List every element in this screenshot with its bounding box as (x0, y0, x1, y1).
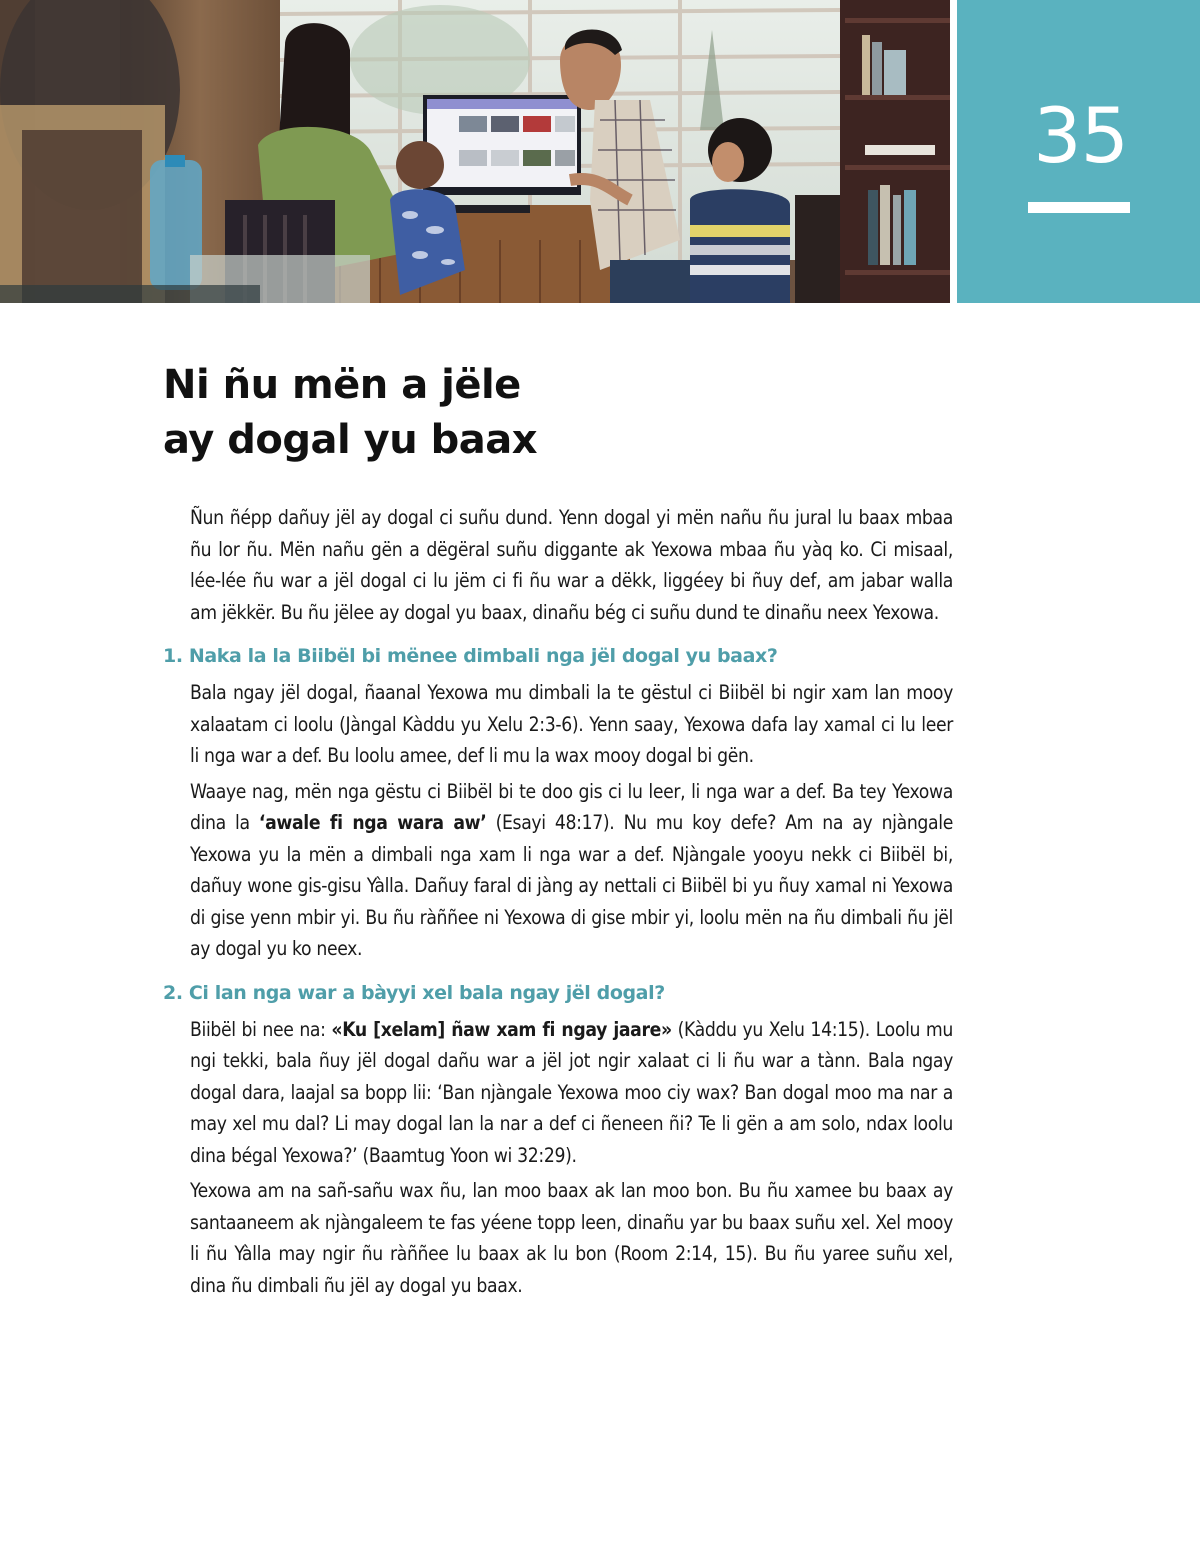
badge-underline (1028, 202, 1130, 213)
text-run: (Esayi 48:17). Nu mu koy defe? Am na ay njàngale Yexowa yu la mën a dimbali nga xam li nga war a def. Njàngale yooyu nekk ci Biibël bi, dañuy wone gis-gisu Yàlla. Dañuy faral di jàng ay nettali ci Biibël bi yu ñuy xamal ni Yexowa di gise yenn mbir yi. Bu ñu ràññee ni Yexowa di gise mbir yi, loolu mën na ñu dimbali ñu jël ay dogal yu ko neex. (190, 811, 953, 960)
title-line-1: Ni ñu mën a jële (163, 362, 521, 408)
scripture-quote: «Ku [xelam] ñaw xam fi ngay jaare» (331, 1017, 672, 1041)
section-2-paragraph-2: Yexowa am na sañ-sañu wax ñu, lan moo baax ak lan moo bon. Bu ñu xamee bu baax ay santaaneem ak njàngaleem te fas yéene topp leen, dinañu yar bu baax suñu xel. Xel mooy li ñu Yàlla may ngir ñu ràññee lu baax ak lu bon (Room 2:14, 15). Bu ñu yaree suñu xel, dina ñu dimbali ñu jël ay dogal yu baax. (190, 1179, 953, 1297)
lesson-number: 35 (1033, 91, 1128, 180)
lesson-number-badge (957, 0, 1200, 303)
keyboard (450, 205, 530, 213)
family-at-computer-illustration (0, 0, 950, 303)
intro-paragraph: Ñun ñépp dañuy jël ay dogal ci suñu dund. Yenn dogal yi mën nañu ñu jural lu baax mbaa ñu lor ñu. Mën nañu gën a dëgëral suñu diggante ak Yexowa mbaa ñu yàq ko. Ci misaal, lée-lée ñu war a jël dogal ci lu jëm ci fi ñu war a dëkk, liggéey bi ñuy def, am jabar walla am jëkkër. Bu ñu jëlee ay dogal yu baax, dinañu bég ci suñu dund te dinañu neex Yexowa. (190, 506, 953, 624)
section-1-paragraph-1: Bala ngay jël dogal, ñaanal Yexowa mu dimbali la te gëstul ci Biibël bi ngir xam lan mooy xalaatam ci loolu (Jàngal Kàddu yu Xelu 2:3-6). Yenn saay, Yexowa dafa lay xamal ci lu leer li nga war a def. Bu loolu amee, def li mu la wax mooy dogal bi gën. (190, 681, 953, 767)
section-2-paragraph-1 (190, 1014, 953, 1172)
page-title (163, 358, 537, 468)
text-run: (Kàddu yu Xelu 14:15). Loolu mu ngi tekki, bala ñuy jël dogal dañu war a jël jot ngir xalaat ci li ñu war a tànn. Bala ngay dogal dara, laajal sa bopp lii: ‘Ban njàngale Yexowa moo ciy wax? Ban dogal moo ma nar a may xel mu dal? Li may dogal lan la nar a def ci ñeneen ñi? Te li gën a am solo, ndax loolu dina bégal Yexowa?’ (Baamtug Yoon wi 32:29). (190, 1017, 953, 1167)
lesson-content (163, 502, 953, 1301)
section-1-paragraph-2 (190, 776, 953, 965)
hero-photo (0, 0, 950, 303)
scripture-quote: ‘awale fi nga wara aw’ (258, 811, 487, 834)
baby (396, 141, 444, 189)
title-line-2: ay dogal yu baax (163, 417, 538, 463)
question-2: 2. Ci lan nga war a bàyyi xel bala ngay jël dogal? (163, 981, 665, 1004)
question-1: 1. Naka la la Biibël bi mënee dimbali nga jël dogal yu baax? (163, 645, 778, 667)
text-run: Waaye nag, mën nga gëstu ci Biibël bi te doo gis ci lu leer, li nga war a def. Ba tey Yexowa dina la (190, 779, 953, 834)
text-run: Biibël bi nee na: (190, 1017, 332, 1041)
